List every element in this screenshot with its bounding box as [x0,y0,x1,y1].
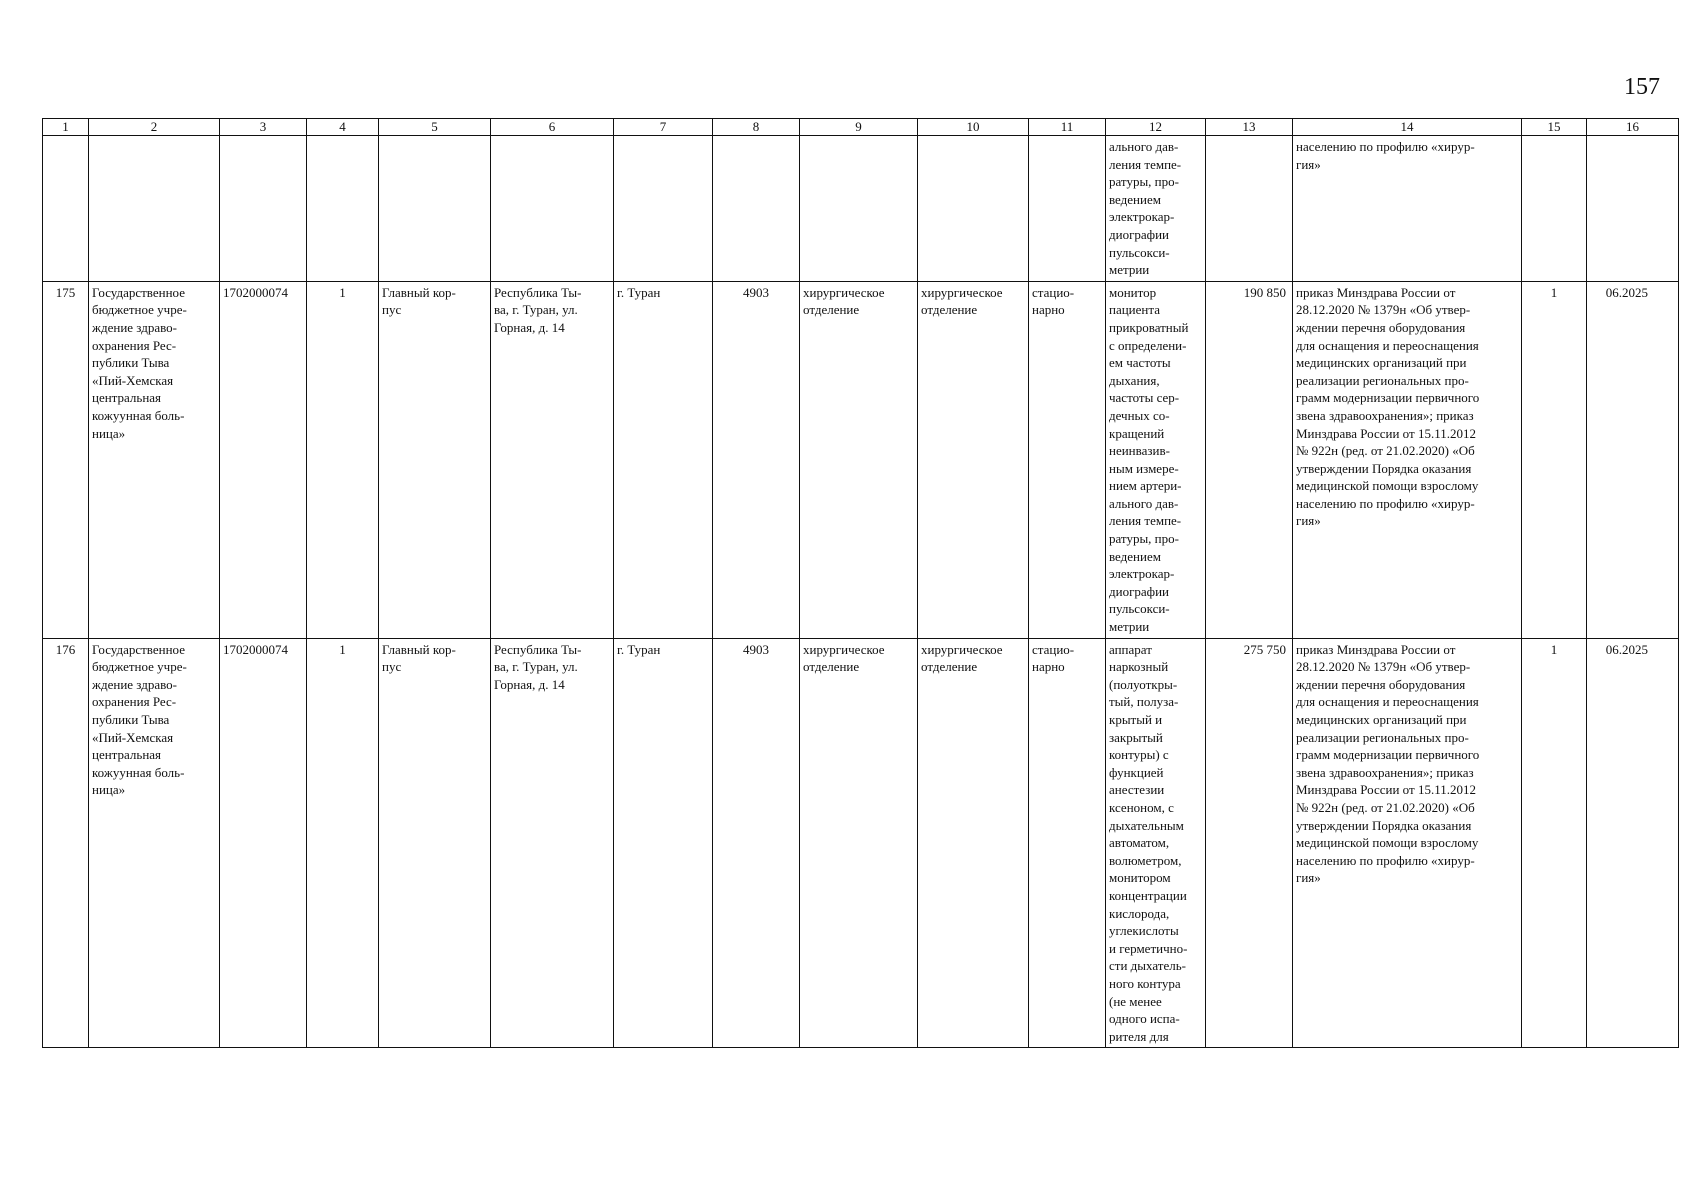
cell-empty [1029,136,1106,282]
cell-equipment: аппарат наркозный (полуоткры- тый, полуза- крытый и закрытый контуры) с функцией анестезии ксеноном, с дыхательным автоматом, волюметром, монитором концентрации кислорода, углекислоты и герметично- сти дыхатель- ного контура (не менее одного испа- рителя для [1106,638,1206,1048]
cell-address: Республика Ты- ва, г. Туран, ул. Горная, д. 14 [491,281,614,638]
cell-empty [89,136,220,282]
cell-city: г. Туран [614,281,713,638]
cell-empty [220,136,307,282]
col-header-2: 2 [89,119,220,136]
col-header-7: 7 [614,119,713,136]
col-header-3: 3 [220,119,307,136]
cell-care-type: стацио- нарно [1029,281,1106,638]
cell-empty [307,136,379,282]
cell-basis: приказ Минздрава России от 28.12.2020 № 1379н «Об утвер- ждении перечня оборудования для оснащения и переоснащения медицинских организаций при реализации региональных про- грамм модернизации первичного звена здравоохранения»; приказ Минздрава России от 15.11.2012 № 922н (ред. от 21.02.2020) «Об утверждении Порядка оказания медицинской помощи взрослому населению по профилю «хирур- гия» [1293,281,1522,638]
cell-date: 06.2025 [1587,638,1679,1048]
cell-city: г. Туран [614,638,713,1048]
cell-empty [614,136,713,282]
col-header-11: 11 [1029,119,1106,136]
cell-basis: приказ Минздрава России от 28.12.2020 № 1379н «Об утвер- ждении перечня оборудования для оснащения и переоснащения медицинских организаций при реализации региональных про- грамм модернизации первичного звена здравоохранения»; приказ Минздрава России от 15.11.2012 № 922н (ред. от 21.02.2020) «Об утверждении Порядка оказания медицинской помощи взрослому населению по профилю «хирур- гия» [1293,638,1522,1048]
cell-empty [713,136,800,282]
col-header-4: 4 [307,119,379,136]
col-header-10: 10 [918,119,1029,136]
cell-price: 190 850 [1206,281,1293,638]
col-header-6: 6 [491,119,614,136]
col-header-9: 9 [800,119,918,136]
cell-row-number: 176 [43,638,89,1048]
cell-empty [1587,136,1679,282]
cell-code: 4903 [713,638,800,1048]
cell-organization: Государственное бюджетное учре- ждение здраво- охранения Рес- публики Тыва «Пий-Хемская центральная кожуунная боль- ница» [89,638,220,1048]
cell-date: 06.2025 [1587,281,1679,638]
cell-basis-continued: населению по профилю «хирур- гия» [1293,136,1522,282]
cell-empty [1522,136,1587,282]
cell-building: Главный кор- пус [379,638,491,1048]
col-header-1: 1 [43,119,89,136]
cell-empty [491,136,614,282]
cell-code: 4903 [713,281,800,638]
column-number-row [43,119,1679,136]
cell-address: Республика Ты- ва, г. Туран, ул. Горная, д. 14 [491,638,614,1048]
col-header-8: 8 [713,119,800,136]
col-header-15: 15 [1522,119,1587,136]
cell-price: 275 750 [1206,638,1293,1048]
cell-department: хирургическое отделение [800,281,918,638]
col-header-16: 16 [1587,119,1679,136]
cell-col4: 1 [307,638,379,1048]
cell-department-2: хирургическое отделение [918,281,1029,638]
cell-empty [379,136,491,282]
cell-organization: Государственное бюджетное учре- ждение здраво- охранения Рес- публики Тыва «Пий-Хемская центральная кожуунная боль- ница» [89,281,220,638]
cell-equipment-continued: ального дав- ления темпе- ратуры, про- ведением электрокар- диографии пульсокси- метрии [1106,136,1206,282]
col-header-14: 14 [1293,119,1522,136]
cell-quantity: 1 [1522,638,1587,1048]
cell-building: Главный кор- пус [379,281,491,638]
table-row [43,638,1679,1048]
continuation-row [43,136,1679,282]
cell-inn: 1702000074 [220,281,307,638]
cell-equipment: монитор пациента прикроватный с определени- ем частоты дыхания, частоты сер- дечных со- кращений неинвазив- ным измере- нием артери- ального дав- ления темпе- ратуры, про- ведением электрокар- диографии пульсокси- метрии [1106,281,1206,638]
cell-empty [918,136,1029,282]
page-number: 157 [1624,74,1660,100]
cell-inn: 1702000074 [220,638,307,1048]
cell-department-2: хирургическое отделение [918,638,1029,1048]
cell-empty [1206,136,1293,282]
col-header-13: 13 [1206,119,1293,136]
cell-empty [43,136,89,282]
col-header-5: 5 [379,119,491,136]
cell-department: хирургическое отделение [800,638,918,1048]
cell-quantity: 1 [1522,281,1587,638]
cell-care-type: стацио- нарно [1029,638,1106,1048]
equipment-table [42,118,1679,1048]
table-row [43,281,1679,638]
cell-col4: 1 [307,281,379,638]
col-header-12: 12 [1106,119,1206,136]
cell-row-number: 175 [43,281,89,638]
cell-empty [800,136,918,282]
